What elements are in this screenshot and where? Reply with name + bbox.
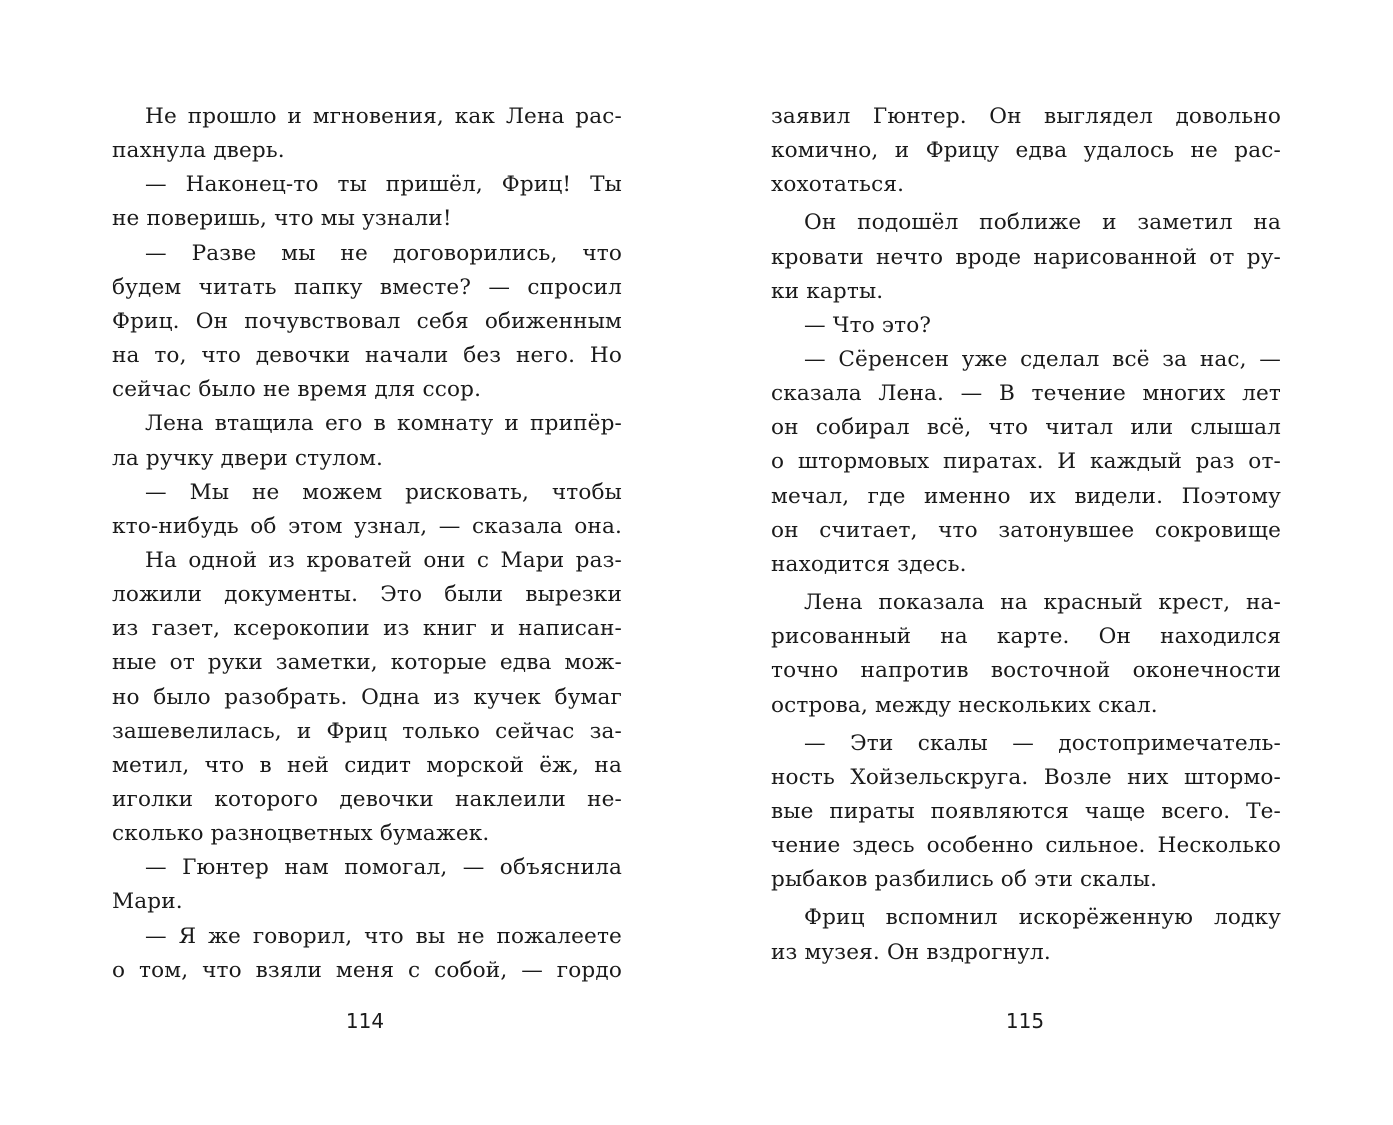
text-line: Фриц вспомнил искорёженную лодку bbox=[804, 905, 1281, 930]
text-line: зашевелилась, и Фриц только сейчас за- bbox=[112, 719, 622, 744]
text-line: — Я же говорил, что вы не пожалеете bbox=[145, 924, 622, 949]
text-line: На одной из кроватей они с Мари раз- bbox=[145, 548, 622, 573]
text-line: сейчас было не время для ссор. bbox=[112, 377, 482, 402]
text-line: из газет, ксерокопии из книг и написан- bbox=[112, 616, 622, 641]
text-line: — Разве мы не договорились, что bbox=[145, 241, 622, 266]
text-line: на то, что девочки начали без него. Но bbox=[112, 343, 622, 368]
text-line: точно напротив восточной оконечности bbox=[771, 658, 1281, 683]
text-line: Лена втащила его в комнату и припёр- bbox=[145, 411, 622, 436]
text-line: острова, между нескольких скал. bbox=[771, 693, 1158, 718]
text-line: не поверишь, что мы узнали! bbox=[112, 206, 452, 231]
text-line: находится здесь. bbox=[771, 552, 967, 577]
text-line: сколько разноцветных бумажек. bbox=[112, 821, 490, 846]
page-number-right: 115 bbox=[1005, 1009, 1045, 1033]
text-line: кто-нибудь об этом узнал, — сказала она. bbox=[112, 514, 622, 539]
text-line: ные от руки заметки, которые едва мож- bbox=[112, 650, 622, 675]
left-page bbox=[112, 0, 622, 1125]
page-number-left: 114 bbox=[345, 1009, 385, 1033]
text-line: хохотаться. bbox=[771, 172, 905, 197]
text-line: он собирал всё, что читал или слышал bbox=[771, 415, 1281, 440]
text-line: Мари. bbox=[112, 889, 183, 914]
text-line: рыбаков разбились об эти скалы. bbox=[771, 867, 1158, 892]
text-line: ложили документы. Это были вырезки bbox=[112, 582, 622, 607]
text-line: вые пираты появляются чаще всего. Те- bbox=[771, 799, 1281, 824]
text-line: ла ручку двери стулом. bbox=[112, 446, 384, 471]
text-line: Он подошёл поближе и заметил на bbox=[804, 210, 1281, 235]
text-line: но было разобрать. Одна из кучек бумаг bbox=[112, 685, 622, 710]
text-line: рисованный на карте. Он находился bbox=[771, 624, 1281, 649]
text-line: заявил Гюнтер. Он выглядел довольно bbox=[771, 104, 1281, 129]
text-line: он считает, что затонувшее сокровище bbox=[771, 518, 1281, 543]
text-line: — Сёренсен уже сделал всё за нас, — bbox=[804, 347, 1281, 372]
text-line: — Гюнтер нам помогал, — объяснила bbox=[145, 855, 622, 880]
text-line: чение здесь особенно сильное. Несколько bbox=[771, 833, 1281, 858]
text-line: метил, что в ней сидит морской ёж, на bbox=[112, 753, 622, 778]
text-line: Фриц. Он почувствовал себя обиженным bbox=[112, 309, 622, 334]
text-line: иголки которого девочки наклеили не- bbox=[112, 787, 622, 812]
text-line: ки карты. bbox=[771, 279, 884, 304]
text-line: кровати нечто вроде нарисованной от ру- bbox=[771, 245, 1281, 270]
text-line: мечал, где именно их видели. Поэтому bbox=[771, 484, 1281, 509]
text-line: Не прошло и мгновения, как Лена рас- bbox=[145, 104, 622, 129]
text-line: сказала Лена. — В течение многих лет bbox=[771, 381, 1281, 406]
text-line: о штормовых пиратах. И каждый раз от- bbox=[771, 449, 1281, 474]
text-line: о том, что взяли меня с собой, — гордо bbox=[112, 958, 622, 983]
right-page bbox=[771, 0, 1281, 1125]
text-line: из музея. Он вздрогнул. bbox=[771, 940, 1051, 965]
text-line: Лена показала на красный крест, на- bbox=[804, 590, 1281, 615]
text-line: будем читать папку вместе? — спросил bbox=[112, 275, 622, 300]
text-line: — Эти скалы — достопримечатель- bbox=[804, 731, 1281, 756]
text-line: — Наконец-то ты пришёл, Фриц! Ты bbox=[145, 172, 622, 197]
text-line: ность Хойзельскруга. Возле них штормо- bbox=[771, 765, 1281, 790]
text-line: — Мы не можем рисковать, чтобы bbox=[145, 480, 622, 505]
text-line: пахнула дверь. bbox=[112, 138, 285, 163]
text-line: — Что это? bbox=[804, 313, 932, 338]
text-line: комично, и Фрицу едва удалось не рас- bbox=[771, 138, 1281, 163]
